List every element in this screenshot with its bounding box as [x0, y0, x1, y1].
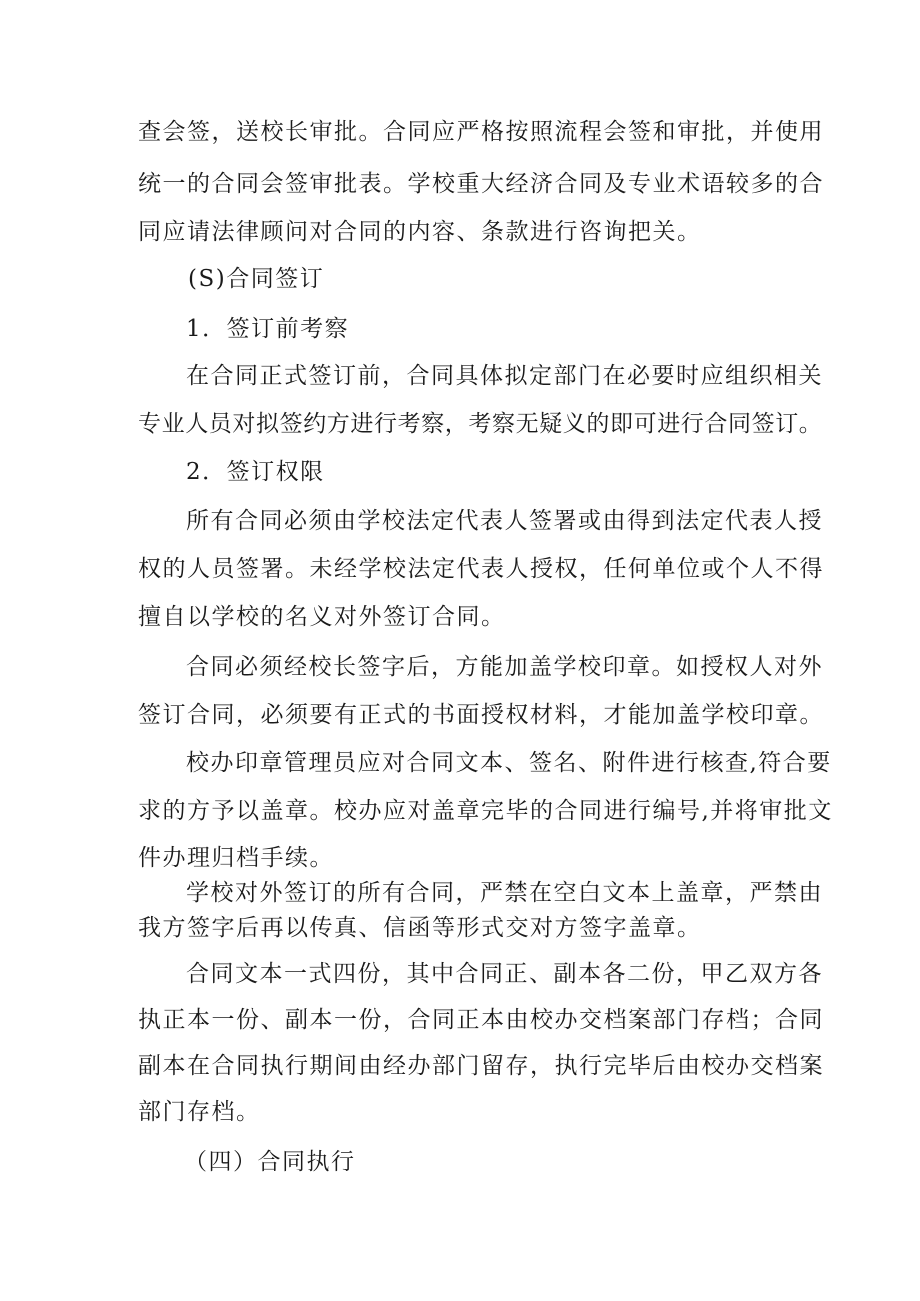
- subheading-pre-signing-review: 1．签订前考察: [186, 316, 350, 342]
- paragraph-line: 查会签，送校长审批。合同应严格按照流程会签和审批，并使用: [138, 119, 824, 145]
- paragraph-line: 同应请法律顾问对合同的内容、条款进行咨询把关。: [138, 219, 702, 245]
- paragraph-line: 权的人员签署。未经学校法定代表人授权，任何单位或个人不得: [138, 556, 824, 582]
- paragraph-line: 部门存档。: [138, 1099, 261, 1125]
- paragraph-line: 件办理归档手续。: [138, 845, 334, 871]
- section-heading-contract-execution: （四）合同执行: [184, 1149, 356, 1175]
- paragraph-line: 擅自以学校的名义对外签订合同。: [138, 604, 506, 630]
- paragraph-line: 所有合同必须由学校法定代表人签署或由得到法定代表人授: [186, 508, 823, 534]
- paragraph-line: 签订合同，必须要有正式的书面授权材料，才能加盖学校印章。: [138, 702, 824, 728]
- paragraph-line: 合同文本一式四份，其中合同正、副本各二份，甲乙双方各: [186, 961, 823, 987]
- subheading-signing-authority: 2．签订权限: [186, 459, 325, 485]
- paragraph-line: 合同必须经校长签字后，方能加盖学校印章。如授权人对外: [186, 654, 823, 680]
- paragraph-line: 校办印章管理员应对合同文本、签名、附件进行核查,符合要: [186, 750, 832, 776]
- paragraph-line: 执正本一份、副本一份，合同正本由校办交档案部门存档；合同: [138, 1007, 824, 1033]
- paragraph-line: 学校对外签订的所有合同，严禁在空白文本上盖章，严禁由: [186, 880, 823, 906]
- paragraph-line: 专业人员对拟签约方进行考察，考察无疑义的即可进行合同签订。: [138, 411, 823, 437]
- paragraph-line: 求的方予以盖章。校办应对盖章完毕的合同进行编号,并将审批文: [138, 798, 833, 824]
- paragraph-line: 副本在合同执行期间由经办部门留存，执行完毕后由校办交档案: [138, 1053, 824, 1079]
- paragraph-line: 统一的合同会签审批表。学校重大经济合同及专业术语较多的合: [138, 171, 824, 197]
- paragraph-line: 我方签字后再以传真、信函等形式交对方签字盖章。: [138, 915, 702, 941]
- paragraph-line: 在合同正式签订前，合同具体拟定部门在必要时应组织相关: [186, 363, 823, 389]
- section-heading-contract-signing: (S)合同签订: [188, 266, 325, 292]
